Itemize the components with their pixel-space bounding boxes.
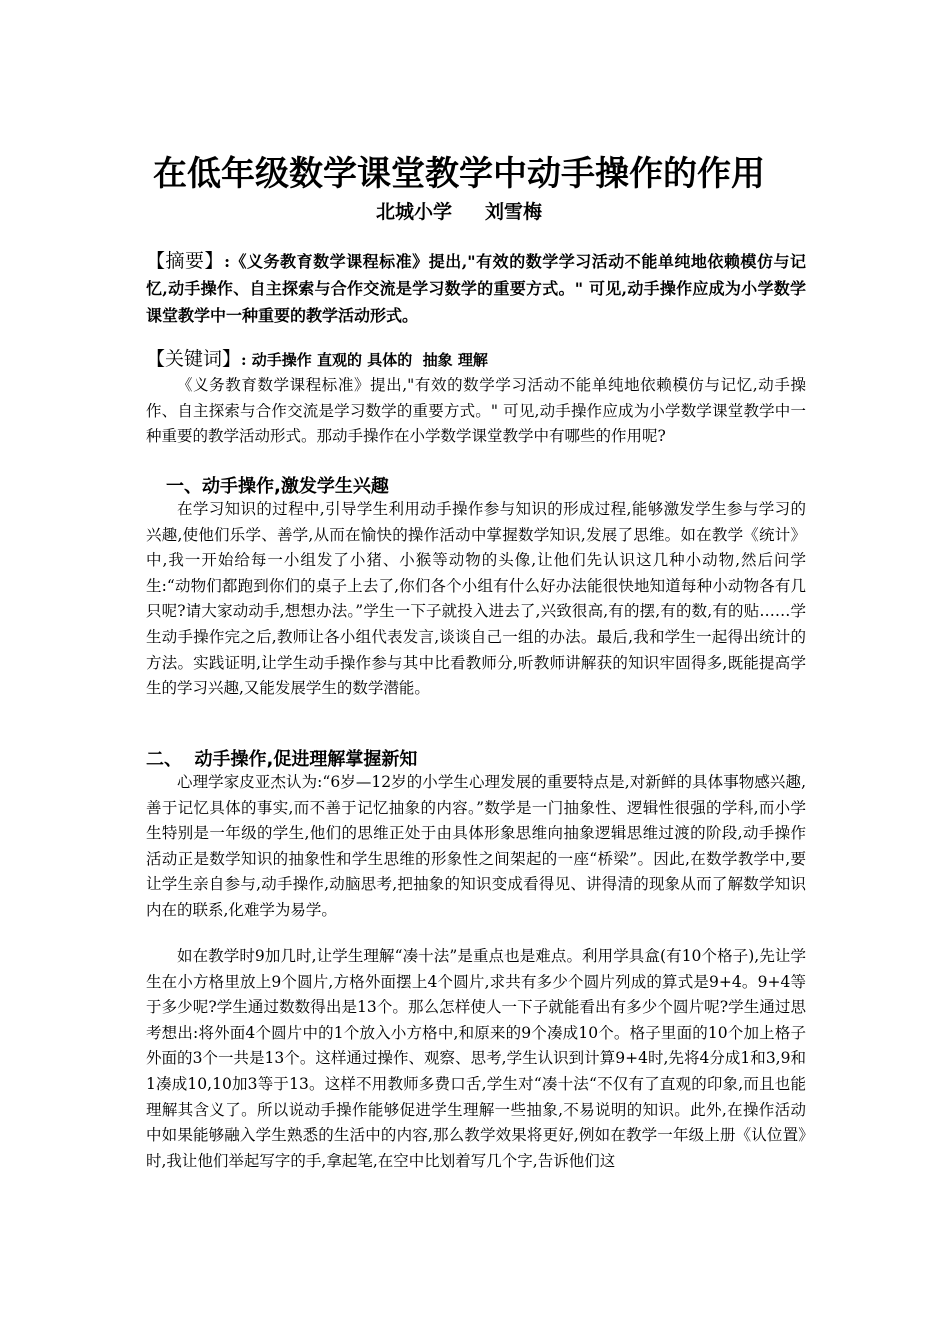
section2-paragraph-1: 心理学家皮亚杰认为:“6岁—12岁的小学生心理发展的重要特点是,对新鲜的具体事物感兴趣,善于记忆具体的事实,而不善于记忆抽象的内容。”数学是一门抽象性、逻辑性很强的学科,而小学生特别是一年级的学生,他们的思维正处于由具体形象思维向抽象逻辑思维过渡的阶段,动手操作活动正是数学知识的抽象性和学生思维的形象性之间架起的一座“桥梁”。因此,在数学教学中,要让学生亲自参与,动手操作,动脑思考,把抽象的知识变成看得见、讲得清的现象从而了解数学知识内在的联系,化难学为易学。	[146, 773, 806, 919]
abstract-label: 【摘要】	[146, 250, 225, 272]
keywords-colon: :	[241, 351, 247, 369]
section2-paragraph-2: 如在教学时9加几时,让学生理解“凑十法”是重点也是难点。利用学具盒(有10个格子),先让学生在小方格里放上9个圆片,方格外面摆上4个圆片,求共有多少个圆片列成的算式是9+4。9+4等于多少呢?学生通过数数得出是13个。那么怎样使人一下子就能看出有多少个圆片呢?学生通过思考想出:将外面4个圆片中的1个放入小方格中,和原来的9个凑成10个。格子里面的10个加上格子外面的3个一共是13个。这样通过操作、观察、思考,学生认识到计算9+4时,先将4分成1和3,9和1凑成10,10加3等于13。这样不用教师多费口舌,学生对“凑十法“不仅有了直观的印象,而且也能理解其含义了。所以说动手操作能够促进学生理解一些抽象,不易说明的知识。此外,在操作活动中如果能够融入学生熟悉的生活中的内容,那么教学效果将更好,例如在教学一年级上册《认位置》时,我让他们举起写字的手,拿起笔,在空中比划着写几个字,告诉他们这	[146, 947, 806, 1170]
keywords	[146, 345, 806, 374]
abstract	[146, 248, 806, 329]
section-heading-2: 二、 动手操作,促进理解掌握新知	[146, 749, 418, 770]
intro-paragraph: 《义务教育数学课程标准》提出,"有效的数学学习活动不能单纯地依赖模仿与记忆,动手操作、自主探索与合作交流是学习数学的重要方式。" 可见,动手操作应成为小学数学课堂教学中一种重要的教学活动形式。那动手操作在小学数学课堂教学中有哪些的作用呢?	[146, 376, 806, 446]
abstract-text: 《义务教育数学课程标准》提出,"有效的数学学习活动不能单纯地依赖模仿与记忆,动手操作、自主探索与合作交流是学习数学的重要方式。" 可见,动手操作应成为小学数学课堂教学中一种重要的教学活动形式。	[146, 252, 806, 325]
section1-paragraph: 在学习知识的过程中,引导学生利用动手操作参与知识的形成过程,能够激发学生参与学习的兴趣,使他们乐学、善学,从而在愉快的操作活动中掌握数学知识,发展了思维。如在教学《统计》中,我一开始给每一小组发了小猪、小猴等动物的头像,让他们先认识这几种小动物,然后问学生:“动物们都跑到你们的桌子上去了,你们各个小组有什么好办法能很快地知道每种小动物各有几只呢?请大家动动手,想想办法。”学生一下子就投入进去了,兴致很高,有的摆,有的数,有的贴……学生动手操作完之后,教师让各小组代表发言,谈谈自己一组的办法。最后,我和学生一起得出统计的方法。实践证明,让学生动手操作参与其中比看教师分,听教师讲解获的知识牢固得多,既能提高学生的学习兴趣,又能发展学生的数学潜能。	[146, 500, 806, 698]
author-name: 刘雪梅	[485, 201, 543, 223]
section-heading-1: 一、动手操作,激发学生兴趣	[166, 476, 389, 497]
keywords-text: 动手操作 直观的 具体的 抽象 理解	[246, 351, 488, 369]
author-line	[0, 198, 918, 226]
abstract-colon: :	[224, 252, 230, 271]
keywords-label: 【关键词】	[146, 348, 242, 370]
page-title: 在低年级数学课堂教学中动手操作的作用	[153, 154, 765, 194]
author-school: 北城小学	[375, 201, 452, 223]
